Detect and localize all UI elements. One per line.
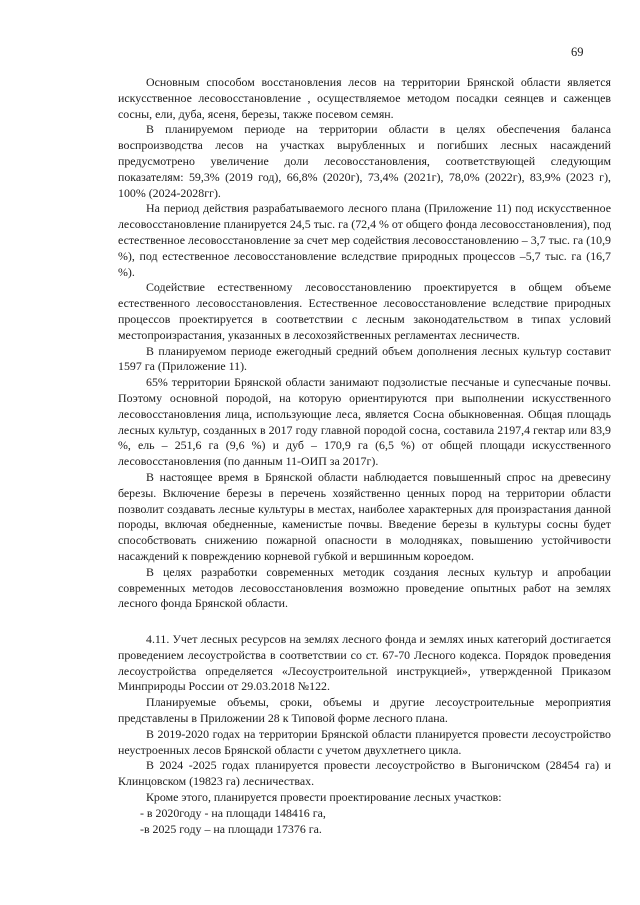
paragraph-supplement-volume: В планируемом периоде ежегодный средний объем дополнения лесных культур составит 1597 га (Приложение 11). bbox=[118, 343, 611, 374]
paragraph-forest-inventory-2024: В 2024 -2025 годах планируется провести лесоустройство в Выгоничском (28454 га) и Клинцовском (19823 га) лесничествах. bbox=[118, 758, 611, 789]
list-item-2025: -в 2025 году – на площади 17376 га. bbox=[140, 821, 322, 836]
paragraph-planned-measures: Планируемые объемы, сроки, объемы и другие лесоустроительные мероприятия представлены в Приложении 28 к Типовой форме лесного плана. bbox=[118, 695, 611, 726]
paragraph-reforestation-share: В планируемом периоде на территории области в целях обеспечения баланса воспроизводства лесов на участках вырубленных и погибших лесных насаждений предусмотрено увеличение доли лесовосстановления, соответствующей следующим показателям: 59,3% (2019 год), 66,8% (2020г), 73,4% (2021г), 78,0% (2022г), 83,9% (2023 г), 100% (2024-2028гг). bbox=[118, 122, 611, 200]
list-item-2020: - в 2020году - на площади 148416 га, bbox=[140, 805, 326, 820]
paragraph-birch: В настоящее время в Брянской области наблюдается повышенный спрос на древесину березы. Включение березы в перечень хозяйственно ценных пород на территории области позволит создавать лесные культуры в местах, наиболее характерных для произрастания данной породы, включая обедненные, каменистые почвы. Введение березы в культуры сосны будет способствовать снижению пожарной опасности в молодняках, повышению устойчивости насаждений к повреждению корневой губкой и вершинным короедом. bbox=[118, 469, 611, 563]
paragraph-reforestation-method: Основным способом восстановления лесов на территории Брянской области является искусственное лесовосстановление , осуществляемое методом посадки сеянцев и саженцев сосны, ели, дуба, ясеня, березы, также посевом семян. bbox=[118, 75, 611, 121]
paragraph-experimental-work: В целях разработки современных методик создания лесных культур и апробации современных методов лесовосстановления возможно проведение опытных работ на землях лесного фонда Брянской области. bbox=[118, 564, 611, 611]
paragraph-section-4-11: 4.11. Учет лесных ресурсов на землях лесного фонда и землях иных категорий достигается проведением лесоустройства в соответствии со ст. 67-70 Лесного кодекса. Порядок проведения лесоустройства определяется «Лесоустроительной инструкцией», утвержденной Приказом Минприроды России от 29.03.2018 №122. bbox=[118, 632, 611, 694]
paragraph-forest-inventory-2019: В 2019-2020 годах на территории Брянской области планируется провести лесоустройство неустроенных лесов Брянской области с учетом двухлетнего цикла. bbox=[118, 726, 611, 757]
page-body bbox=[118, 75, 611, 837]
paragraph-additionally: Кроме этого, планируется провести проектирование лесных участков: bbox=[146, 790, 502, 805]
paragraph-plan-volumes: На период действия разрабатываемого лесного плана (Приложение 11) под искусственное лесовосстановление планируется 24,5 тыс. га (72,4 % от общего фонда лесовосстановления), под естественное лесовосстановление за счет мер содействия лесовосстановлению – 3,7 тыс. га (10,9 %), под естественное лесовосстановление вследствие природных процессов –5,7 тыс. га (16,7 %). bbox=[118, 201, 611, 279]
paragraph-natural-regeneration: Содействие естественному лесовосстановлению проектируется в общем объеме естественного лесовосстановления. Естественное лесовосстановление вследствие природных процессов проектируется в соответствии с лесным законодательством в типах условий местопроизрастания, указанных в лесохозяйственных регламентах лесничеств. bbox=[118, 280, 611, 342]
page-number: 69 bbox=[571, 45, 584, 59]
paragraph-soils-pine: 65% территории Брянской области занимают подзолистые песчаные и супесчаные почвы. Поэтому основной породой, на которую ориентируются при выполнении искусственного лесовосстановления лица, использующие леса, является Сосна обыкновенная. Общая площадь лесных культур, созданных в 2017 году главной породой сосна, составила 2197,4 гектар или 83,9 %, ель – 251,6 га (9,6 %) и дуб – 170,9 га (6,5 %) от общей площади искусственного лесовосстановления (по данным 11-ОИП за 2017г). bbox=[118, 375, 611, 469]
